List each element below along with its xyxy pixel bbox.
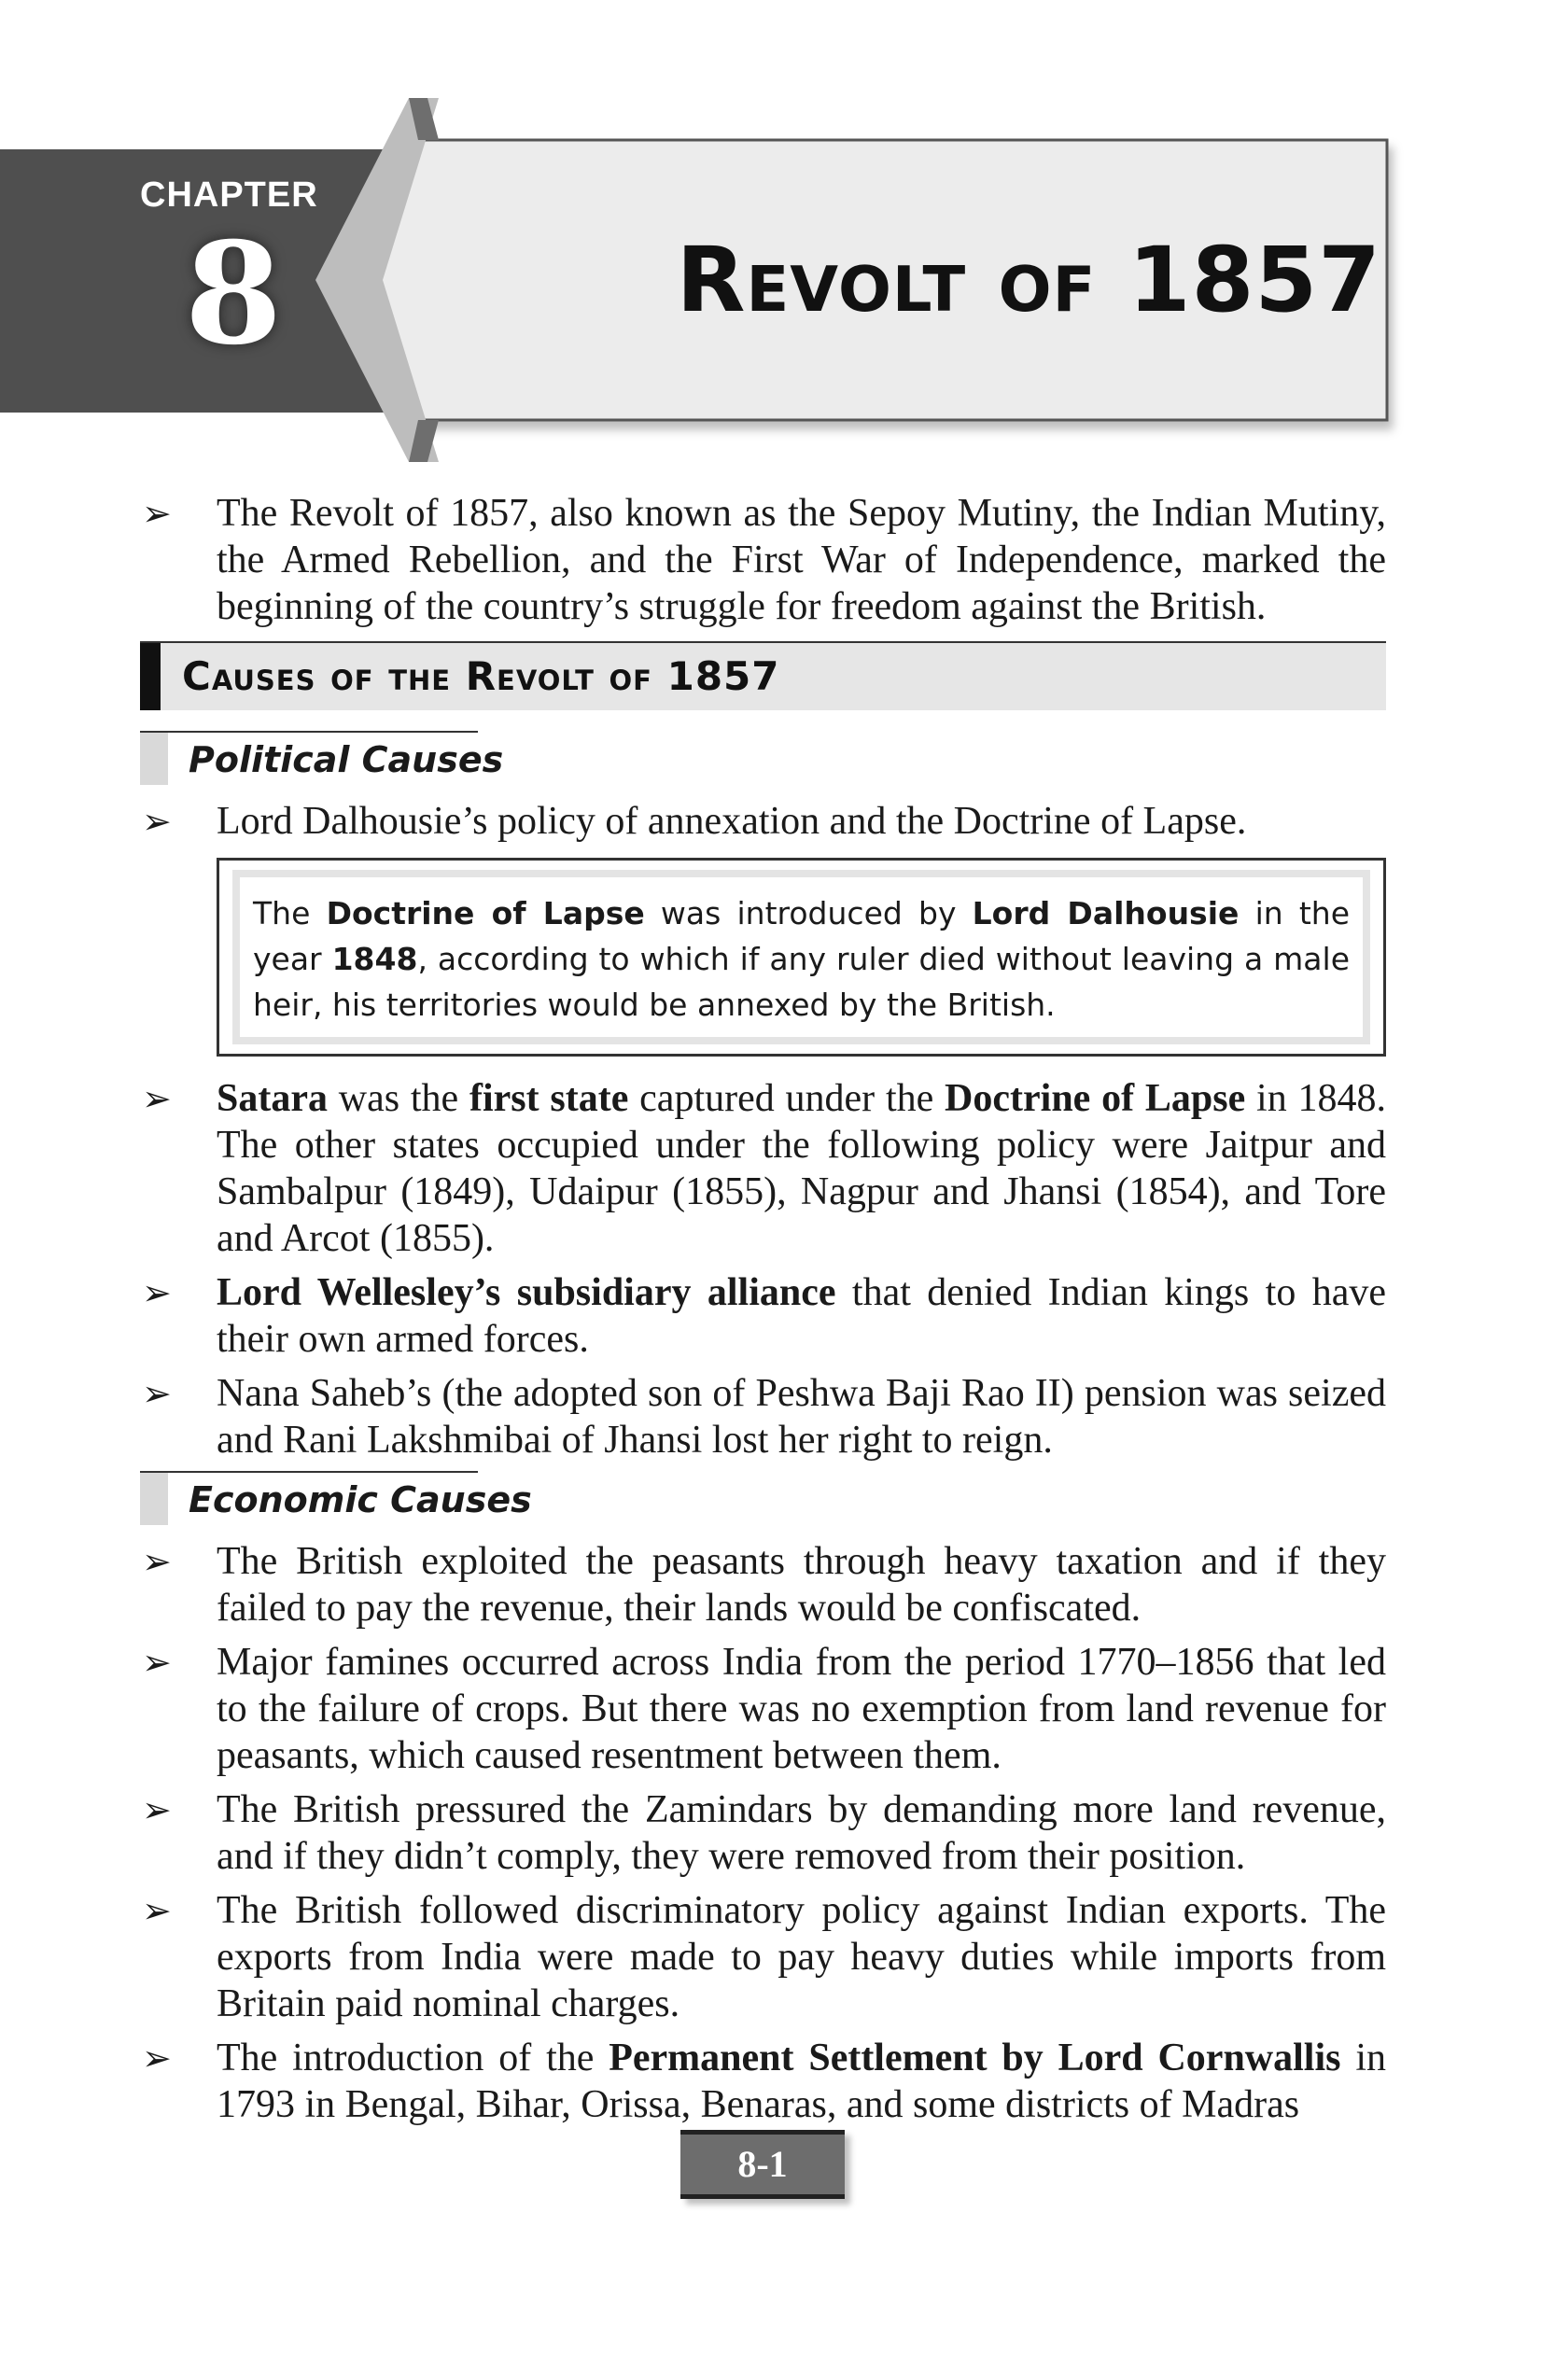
list-item [140,798,1386,845]
arrow-bullet-icon: ➢ [142,1789,172,1830]
arrow-bullet-icon: ➢ [142,1890,172,1931]
heading-bar [140,643,161,710]
subheading-text: Economic Causes [189,1479,532,1520]
list-item [140,1370,1386,1463]
intro-bullet [140,490,1386,630]
list-item [140,1639,1386,1779]
intro-text: The Revolt of 1857, also known as the Sepoy Mutiny, the Indian Mutiny, the Armed Rebellion, and the First War of Independence, marked the beginning of the country’s struggle for freedom against the British. [217,492,1386,628]
chapter-title: Revolt of 1857 [676,228,1381,332]
section-heading-causes [140,641,1386,710]
arrow-bullet-icon: ➢ [142,1642,172,1683]
arrow-bullet-icon: ➢ [142,2037,172,2079]
arrow-bullet-icon: ➢ [142,1373,172,1414]
box-bold: Doctrine of Lapse [326,895,645,931]
bullet-text: The British pressured the Zamindars by demanding more land revenue, and if they didn’t comply, they were removed from their position. [217,1788,1386,1878]
box-text: in the year [253,895,1350,977]
subheading-text: Political Causes [189,739,504,780]
arrow-bullet-icon: ➢ [142,1541,172,1582]
list-item [140,1887,1386,2027]
box-text: was introduced by [644,895,973,931]
info-box-doctrine [217,858,1386,1057]
list-item [140,1075,1386,1262]
bullet-text [217,1077,1386,1260]
bullet-text [217,2037,1386,2126]
arrow-bullet-icon: ➢ [142,493,172,534]
plain-text: in 1848. The other states occupied under the following policy were Jaitpur and Sambalpur (1849), Udaipur (1855), Nagpur and Jhansi (1854), and Tore and Arcot (1855). [217,1077,1386,1260]
box-text: The [253,895,327,931]
box-bold: Lord Dalhousie [972,895,1240,931]
box-bold: 1848 [331,941,418,977]
bullet-text: Major famines occurred across India from the period 1770–1856 that led to the failure of crops. But there was no exemption from land revenue for peasants, which caused resentment between them. [217,1641,1386,1777]
bullet-text: Lord Dalhousie’s policy of annexation and the Doctrine of Lapse. [217,800,1247,843]
bold-text: first state [469,1077,629,1120]
subheading-political [140,731,504,791]
info-box-text [232,870,1370,1044]
plain-text: that denied Indian kings to have their own armed forces. [217,1271,1386,1361]
chapter-header [0,0,1541,485]
list-item [140,2035,1386,2128]
arrow-bullet-icon: ➢ [142,801,172,842]
box-text: , according to which if any ruler died without leaving a male heir, his territories would be annexed by the British. [253,941,1350,1023]
bold-text: Doctrine of Lapse [945,1077,1246,1120]
bullet-text: The British exploited the peasants through heavy taxation and if they failed to pay the revenue, their lands would be confiscated. [217,1540,1386,1630]
arrow-bullet-icon: ➢ [142,1272,172,1313]
bold-text: Lord Wellesley’s subsidiary alliance [217,1271,836,1314]
bold-text: Permanent Settlement by Lord Cornwallis [609,2037,1341,2079]
bold-text: Satara [217,1077,328,1120]
bullet-text: Nana Saheb’s (the adopted son of Peshwa Baji Rao II) pension was seized and Rani Lakshmibai of Jhansi lost her right to reign. [217,1372,1386,1462]
list-item [140,1538,1386,1631]
page-number: 8-1 [680,2130,845,2199]
chapter-content [140,490,1386,2135]
chapter-label: CHAPTER [140,175,318,215]
subheading-economic [140,1471,532,1531]
section-heading-text: Causes of the Revolt of 1857 [182,653,780,699]
chapter-number: 8 [184,212,283,376]
list-item [140,1269,1386,1363]
bullet-text: The British followed discriminatory policy against Indian exports. The exports from India were made to pay heavy duties while imports from Britain paid nominal charges. [217,1889,1386,2025]
list-item [140,1786,1386,1880]
plain-text: captured under the [628,1077,946,1120]
plain-text: in 1793 in Bengal, Bihar, Orissa, Benaras, and some districts of Madras [217,2037,1386,2126]
subheading-block [140,1473,168,1525]
subheading-block [140,733,168,785]
plain-text: was the [328,1077,469,1120]
plain-text: The introduction of the [217,2037,609,2079]
arrow-bullet-icon: ➢ [142,1078,172,1119]
bullet-text [217,1271,1386,1361]
